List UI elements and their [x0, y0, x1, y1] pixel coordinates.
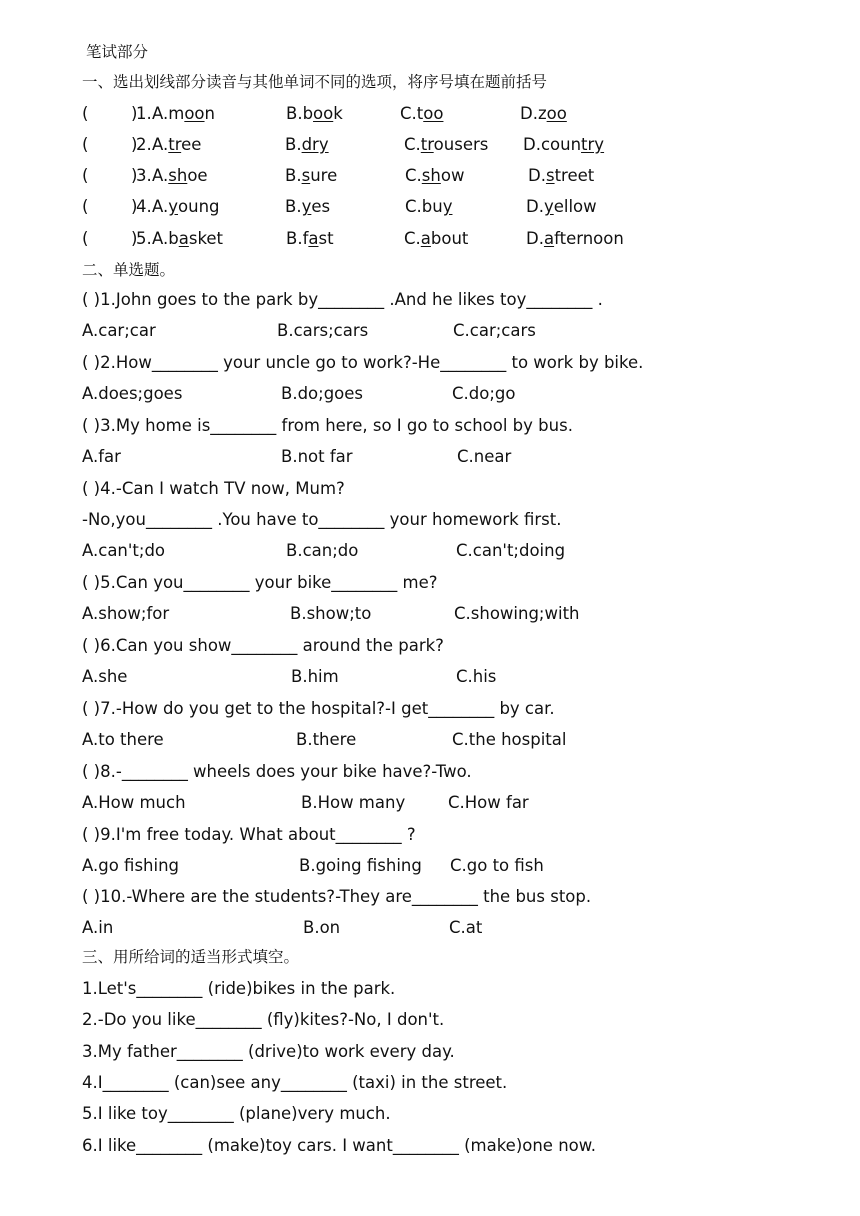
section-heading: 一、选出划线部分读音与其他单词不同的选项，将序号填在题前括号 [82, 73, 548, 91]
answer-paren-open: ( [82, 197, 89, 216]
option-c: C.near [457, 447, 512, 466]
question-text: ( )2.How________ your uncle go to work?-He________ to work by bike. [82, 353, 644, 372]
option-a: A.can't;do [82, 541, 166, 560]
question-text: ( )7.-How do you get to the hospital?-I get________ by car. [82, 699, 555, 718]
option-c: C.at [449, 918, 483, 937]
underlined-letters: y [168, 197, 179, 216]
option-a: A.car;car [82, 321, 156, 340]
underlined-letters: dry [301, 135, 329, 154]
underlined-letters: a [308, 229, 319, 248]
question-text: ( )1.John goes to the park by________ .And he likes toy________ . [82, 290, 603, 309]
option-text: treet [554, 166, 595, 185]
question-text: ( )9.I'm free today. What about________ ? [82, 825, 416, 844]
question-text: ( )6.Can you show________ around the park? [82, 636, 444, 655]
option-b: B.show;to [290, 604, 372, 623]
underlined-letters: try [581, 135, 605, 154]
section-heading: 二、单选题。 [82, 261, 176, 279]
option-text: C. [404, 229, 421, 248]
option-b [285, 166, 337, 186]
option-text: D.coun [523, 135, 582, 154]
option-b [285, 135, 329, 155]
option-c [404, 229, 468, 249]
option-a: A.she [82, 667, 128, 686]
option-a [152, 229, 223, 249]
option-c: C.can't;doing [456, 541, 566, 560]
option-b: B.there [296, 730, 357, 749]
option-text: st [318, 229, 334, 248]
option-b: B.not far [281, 447, 353, 466]
option-b [286, 104, 343, 124]
underlined-letters: oo [423, 104, 444, 123]
option-text: A.b [152, 229, 179, 248]
option-a [152, 135, 201, 155]
option-c [405, 166, 464, 186]
option-c: C.the hospital [452, 730, 567, 749]
option-text: ellow [553, 197, 597, 216]
option-a: A.far [82, 447, 121, 466]
option-d [523, 135, 604, 155]
option-text: D.z [520, 104, 547, 123]
option-a [152, 166, 208, 186]
answer-paren-open: ( [82, 229, 89, 248]
underlined-letters: oo [313, 104, 334, 123]
option-b [286, 229, 334, 249]
underlined-letters: s [545, 166, 555, 185]
question-number: 4. [136, 197, 152, 216]
option-text: A. [152, 166, 169, 185]
answer-paren-close: ) [131, 135, 138, 154]
underlined-letters: s [301, 166, 311, 185]
option-a: A.does;goes [82, 384, 183, 403]
option-text: A. [152, 135, 169, 154]
option-text: oung [178, 197, 220, 216]
option-text: k [333, 104, 343, 123]
underlined-letters: sh [168, 166, 188, 185]
option-c: C.showing;with [454, 604, 580, 623]
underlined-letters: oo [184, 104, 205, 123]
option-d [528, 166, 594, 186]
question-text: ( )5.Can you________ your bike________ me? [82, 573, 438, 592]
question-text: -No,you________ .You have to________ your homework first. [82, 510, 562, 529]
option-d [520, 104, 567, 124]
option-text: C.bu [405, 197, 443, 216]
underlined-letters: oo [546, 104, 567, 123]
option-c [405, 197, 452, 217]
answer-paren-close: ) [131, 229, 138, 248]
option-text: ow [440, 166, 465, 185]
option-a: A.show;for [82, 604, 170, 623]
answer-paren-open: ( [82, 135, 89, 154]
underlined-letters: a [420, 229, 431, 248]
option-a [152, 197, 220, 217]
option-c [400, 104, 443, 124]
option-text: B.b [286, 104, 314, 123]
option-text: fternoon [554, 229, 624, 248]
option-b: B.going fishing [299, 856, 422, 875]
option-c: C.do;go [452, 384, 516, 403]
option-text: C. [404, 135, 421, 154]
question-text: ( )8.-________ wheels does your bike have?-Two. [82, 762, 472, 781]
question-number: 3. [136, 166, 152, 185]
question-number: 5. [136, 229, 152, 248]
fill-in-item: 6.I like________ (make)toy cars. I want________ (make)one now. [82, 1136, 596, 1155]
option-c: C.his [456, 667, 497, 686]
option-text: B.f [286, 229, 309, 248]
question-number: 1. [136, 104, 152, 123]
option-text: D. [526, 229, 544, 248]
option-text: B. [285, 135, 302, 154]
option-b: B.him [291, 667, 339, 686]
option-b: B.can;do [286, 541, 359, 560]
underlined-letters: tr [168, 135, 182, 154]
question-text: ( )4.-Can I watch TV now, Mum? [82, 479, 345, 498]
option-d [526, 229, 624, 249]
question-number: 2. [136, 135, 152, 154]
answer-paren-open: ( [82, 104, 89, 123]
option-text: C. [405, 166, 422, 185]
option-text: A.m [152, 104, 185, 123]
underlined-letters: a [543, 229, 555, 248]
underlined-letters: sh [421, 166, 441, 185]
underlined-letters: y [442, 197, 453, 216]
option-text: ousers [433, 135, 489, 154]
option-b: B.How many [301, 793, 406, 812]
option-text: oe [187, 166, 208, 185]
option-a: A.How much [82, 793, 186, 812]
option-text: C.t [400, 104, 424, 123]
question-text: ( )10.-Where are the students?-They are________ the bus stop. [82, 887, 592, 906]
fill-in-item: 2.-Do you like________ (fly)kites?-No, I don't. [82, 1010, 445, 1029]
underlined-letters: y [301, 197, 312, 216]
option-c: C.go to fish [450, 856, 544, 875]
fill-in-item: 3.My father________ (drive)to work every day. [82, 1042, 455, 1061]
answer-paren-close: ) [131, 197, 138, 216]
answer-paren-open: ( [82, 166, 89, 185]
section-title: 笔试部分 [86, 43, 149, 61]
fill-in-item: 1.Let's________ (ride)bikes in the park. [82, 979, 396, 998]
question-text: ( )3.My home is________ from here, so I go to school by bus. [82, 416, 573, 435]
option-text: bout [430, 229, 469, 248]
option-text: D. [528, 166, 546, 185]
option-text: A. [152, 197, 169, 216]
underlined-letters: tr [420, 135, 434, 154]
section-heading: 三、用所给词的适当形式填空。 [82, 948, 300, 966]
option-b: B.cars;cars [277, 321, 369, 340]
option-text: n [204, 104, 215, 123]
option-text: ure [310, 166, 338, 185]
option-a [152, 104, 215, 124]
option-a: A.go fishing [82, 856, 180, 875]
option-a: A.in [82, 918, 114, 937]
answer-paren-close: ) [131, 104, 138, 123]
fill-in-item: 5.I like toy________ (plane)very much. [82, 1104, 391, 1123]
underlined-letters: y [543, 197, 554, 216]
option-b: B.do;goes [281, 384, 364, 403]
option-c: C.How far [448, 793, 529, 812]
answer-paren-close: ) [131, 166, 138, 185]
option-b [285, 197, 330, 217]
option-a: A.to there [82, 730, 164, 749]
option-c: C.car;cars [453, 321, 536, 340]
option-text: sket [188, 229, 224, 248]
option-b: B.on [303, 918, 341, 937]
option-text: ee [181, 135, 202, 154]
option-text: B. [285, 166, 302, 185]
option-text: D. [526, 197, 544, 216]
option-text: es [311, 197, 331, 216]
underlined-letters: a [178, 229, 189, 248]
option-d [526, 197, 597, 217]
option-text: B. [285, 197, 302, 216]
fill-in-item: 4.I________ (can)see any________ (taxi) in the street. [82, 1073, 508, 1092]
option-c [404, 135, 488, 155]
